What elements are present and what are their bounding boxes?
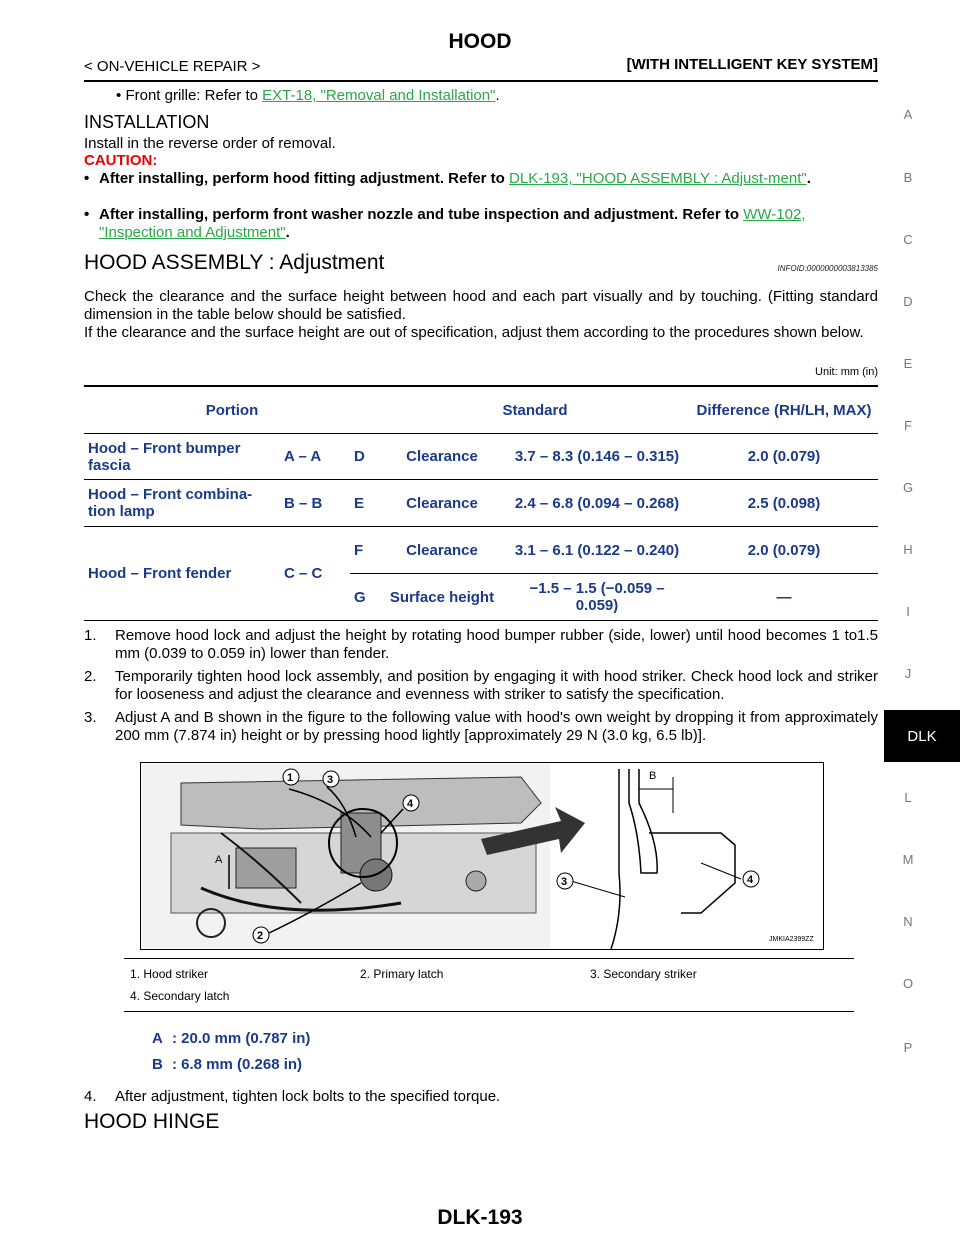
legend-item-4: 4. Secondary latch — [130, 989, 230, 1003]
fitting-standard-table — [84, 385, 878, 621]
installation-heading: INSTALLATION — [84, 112, 210, 132]
table-header-row — [84, 386, 878, 434]
header-standard: Standard — [380, 386, 690, 434]
unit-label: Unit: mm (in) — [815, 366, 878, 378]
page-number: DLK-193 — [437, 1206, 523, 1229]
side-index-g[interactable]: G — [902, 480, 914, 495]
header-difference: Difference (RH/LH, MAX) — [690, 386, 878, 434]
side-index-p[interactable]: P — [903, 1040, 913, 1055]
side-index-i[interactable]: I — [906, 604, 910, 619]
figure-label-a: A — [215, 854, 223, 866]
callout-1: 1 — [287, 772, 294, 784]
callout-2: 2 — [257, 930, 264, 942]
front-grille-line: • Front grille: Refer to EXT-18, "Removal and Installation". — [116, 87, 500, 104]
table-row: Hood – Front combina-tion lamp B – B E Clearance 2.4 – 6.8 (0.094 – 0.268) 2.5 (0.098) — [84, 480, 878, 527]
header-section-label: < ON-VEHICLE REPAIR > — [84, 58, 261, 75]
side-index-h[interactable]: H — [903, 542, 913, 557]
adjustment-para-2: If the clearance and the surface height are out of specification, adjust them according to the procedures shown below. — [84, 324, 864, 341]
hood-lock-figure — [140, 762, 824, 950]
side-index-c[interactable]: C — [903, 232, 913, 247]
side-index-n[interactable]: N — [903, 914, 913, 929]
step-1: 1. Remove hood lock and adjust the height by rotating hood bumper rubber (side, lower) until hood becomes 1 to1.5 mm (0.039 to 0.059 in) lower than fender. — [84, 627, 878, 662]
side-index-m[interactable]: M — [902, 852, 914, 867]
step-4: 4. After adjustment, tighten lock bolts to the specified torque. — [84, 1088, 501, 1105]
adjustment-heading: HOOD ASSEMBLY : Adjustment — [84, 251, 385, 274]
spec-value-b: B : 6.8 mm (0.268 in) — [152, 1056, 303, 1073]
procedure-steps — [84, 627, 878, 745]
spec-value-a: A : 20.0 mm (0.787 in) — [152, 1030, 311, 1047]
figure-legend — [124, 958, 854, 1012]
legend-item-2: 2. Primary latch — [360, 967, 444, 981]
adjustment-para-1: Check the clearance and the surface height between hood and each part visually and by touching. (Fitting standard dimension in the table below should be satisfied. — [84, 288, 878, 323]
callout-4-detail: 4 — [747, 874, 754, 886]
legend-item-3: 3. Secondary striker — [590, 967, 697, 981]
bullet: • — [116, 87, 122, 104]
ext-18-link[interactable]: EXT-18, "Removal and Installation" — [262, 87, 496, 104]
side-index-f[interactable]: F — [904, 418, 912, 433]
callout-4: 4 — [407, 798, 414, 810]
side-index-e[interactable]: E — [903, 356, 913, 371]
caution-label: CAUTION: — [84, 152, 158, 169]
step-3: 3. Adjust A and B shown in the figure to the following value with hood's own weight by dropping it from approximately 200 mm (7.874 in) height or by pressing hood lightly [approximately 29 N (3.0 kg, 6.5 lb)]. — [84, 709, 878, 744]
info-id: INFOID:0000000003813385 — [777, 264, 878, 273]
page-title: HOOD — [448, 30, 512, 53]
table-row: Hood – Front bumper fascia A – A D Clearance 3.7 – 8.3 (0.146 – 0.315) 2.0 (0.079) — [84, 434, 878, 480]
legend-item-1: 1. Hood striker — [130, 967, 209, 981]
side-index-o[interactable]: O — [902, 976, 914, 991]
hood-lock-illustration — [141, 763, 823, 949]
side-index-j[interactable]: J — [904, 666, 912, 681]
table-row: Hood – Front fender C – C F Clearance 3.1 – 6.1 (0.122 – 0.240) 2.0 (0.079) — [84, 527, 878, 574]
dlk-193-link[interactable]: DLK-193, "HOOD ASSEMBLY : Adjust-ment" — [509, 170, 807, 187]
side-index-d[interactable]: D — [903, 294, 913, 309]
installation-text: Install in the reverse order of removal. — [84, 135, 336, 152]
figure-label-b: B — [649, 770, 657, 782]
caution-item-2: • After installing, perform front washer nozzle and tube inspection and adjustment. Refer to WW-102, "Inspection and Adjustment". — [84, 206, 806, 241]
step-2: 2. Temporarily tighten hood lock assembly, and position by engaging it with hood striker. Check hood lock and striker for looseness and adjust the clearance and evenness with striker to satisfy the specification. — [84, 668, 878, 703]
figure-code: JMKIA2399ZZ — [769, 936, 814, 943]
header-portion: Portion — [84, 386, 380, 434]
hood-hinge-heading: HOOD HINGE — [84, 1110, 220, 1133]
callout-3: 3 — [327, 774, 334, 786]
side-index-a[interactable]: A — [903, 107, 913, 122]
ww-102-link[interactable]: WW-102, "Inspection and Adjustment" — [99, 206, 806, 241]
header-model-label: [WITH INTELLIGENT KEY SYSTEM] — [626, 56, 878, 73]
table-row: G Surface height −1.5 – 1.5 (−0.059 – 0.059) — — [84, 574, 878, 621]
side-index-l[interactable]: L — [904, 790, 912, 805]
side-index-dlk-tab[interactable]: DLK — [884, 710, 960, 762]
side-index-b[interactable]: B — [903, 170, 913, 185]
caution-item-1: • After installing, perform hood fitting adjustment. Refer to DLK-193, "HOOD ASSEMBLY : Adjust-ment". — [84, 170, 811, 187]
header-rule — [84, 80, 878, 82]
callout-3-detail: 3 — [561, 876, 568, 888]
